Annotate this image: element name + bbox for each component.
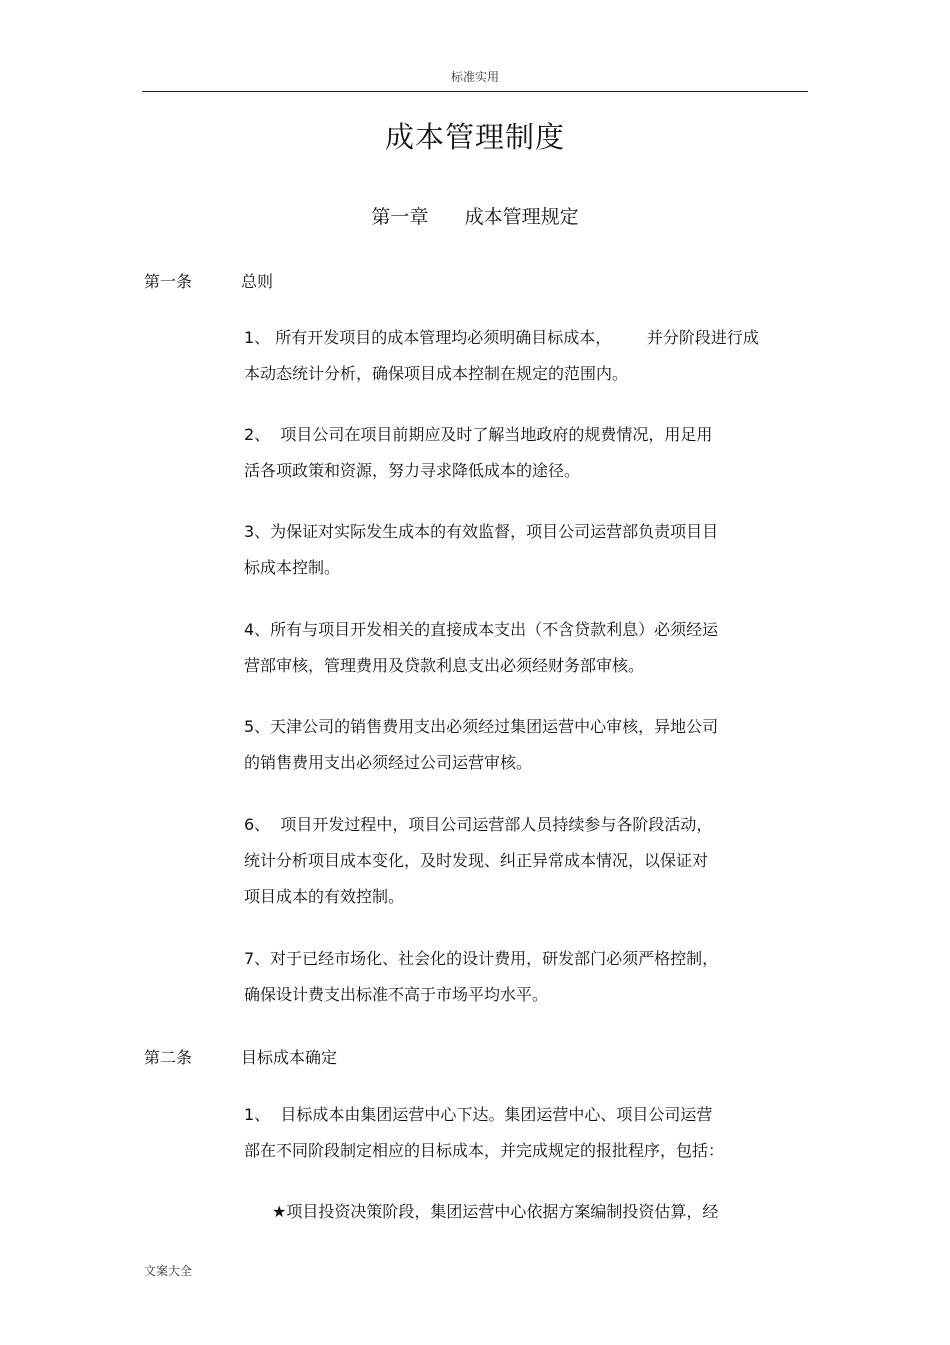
article-title: 目标成本确定 bbox=[241, 1048, 338, 1067]
paragraph bbox=[244, 1097, 804, 1169]
paragraph bbox=[244, 709, 804, 781]
paragraph-line: 7、对于已经市场化、社会化的设计费用，研发部门必须严格控制， bbox=[244, 949, 719, 968]
paragraph-line: 部在不同阶段制定相应的目标成本，并完成规定的报批程序，包括： bbox=[244, 1141, 725, 1160]
paragraph bbox=[244, 807, 804, 915]
paragraph-line: 营部审核，管理费用及贷款利息支出必须经财务部审核。 bbox=[244, 656, 645, 675]
paragraph bbox=[244, 514, 804, 586]
paragraph-line: 1、 目标成本由集团运营中心下达。集团运营中心、项目公司运营 bbox=[244, 1105, 713, 1124]
article-heading bbox=[144, 1045, 337, 1068]
paragraph-line: 活各项政策和资源，努力寻求降低成本的途径。 bbox=[244, 461, 581, 480]
article-number: 第一条 bbox=[144, 272, 193, 291]
paragraph bbox=[244, 612, 804, 684]
paragraph-line: 5、天津公司的销售费用支出必须经过集团运营中心审核，异地公司 bbox=[244, 717, 719, 736]
article-number: 第二条 bbox=[144, 1048, 193, 1067]
paragraph-line: 的销售费用支出必须经过公司运营审核。 bbox=[244, 753, 533, 772]
paragraph bbox=[244, 941, 804, 1013]
paragraph-line: 3、为保证对实际发生成本的有效监督，项目公司运营部负责项目目 bbox=[244, 522, 719, 541]
paragraph-line: 6、 项目开发过程中，项目公司运营部人员持续参与各阶段活动， bbox=[244, 815, 713, 834]
paragraph bbox=[272, 1194, 832, 1230]
paragraph-line: 2、 项目公司在项目前期应及时了解当地政府的规费情况，用足用 bbox=[244, 425, 713, 444]
paragraph bbox=[244, 320, 804, 392]
footer-text: 文案大全 bbox=[144, 1264, 193, 1278]
paragraph-line: 统计分析项目成本变化，及时发现、纠正异常成本情况，以保证对 bbox=[244, 851, 709, 870]
article-title: 总则 bbox=[241, 272, 274, 291]
paragraph bbox=[244, 417, 804, 489]
article-heading bbox=[144, 269, 273, 292]
paragraph-line: 1、 所有开发项目的成本管理均必须明确目标成本， 并分阶段进行成 bbox=[244, 328, 759, 347]
header-divider bbox=[142, 91, 808, 92]
paragraph-line: ★项目投资决策阶段，集团运营中心依据方案编制投资估算，经 bbox=[272, 1202, 719, 1221]
paragraph-line: 本动态统计分析，确保项目成本控制在规定的范围内。 bbox=[244, 364, 629, 383]
chapter-title: 第一章 成本管理规定 bbox=[371, 206, 579, 228]
document-title: 成本管理制度 bbox=[384, 120, 565, 154]
header-text: 标准实用 bbox=[450, 70, 499, 84]
paragraph-line: 4、所有与项目开发相关的直接成本支出（不含贷款利息）必须经运 bbox=[244, 620, 719, 639]
paragraph-line: 确保设计费支出标准不高于市场平均水平。 bbox=[244, 985, 549, 1004]
paragraph-line: 项目成本的有效控制。 bbox=[244, 887, 405, 906]
paragraph-line: 标成本控制。 bbox=[244, 558, 341, 577]
